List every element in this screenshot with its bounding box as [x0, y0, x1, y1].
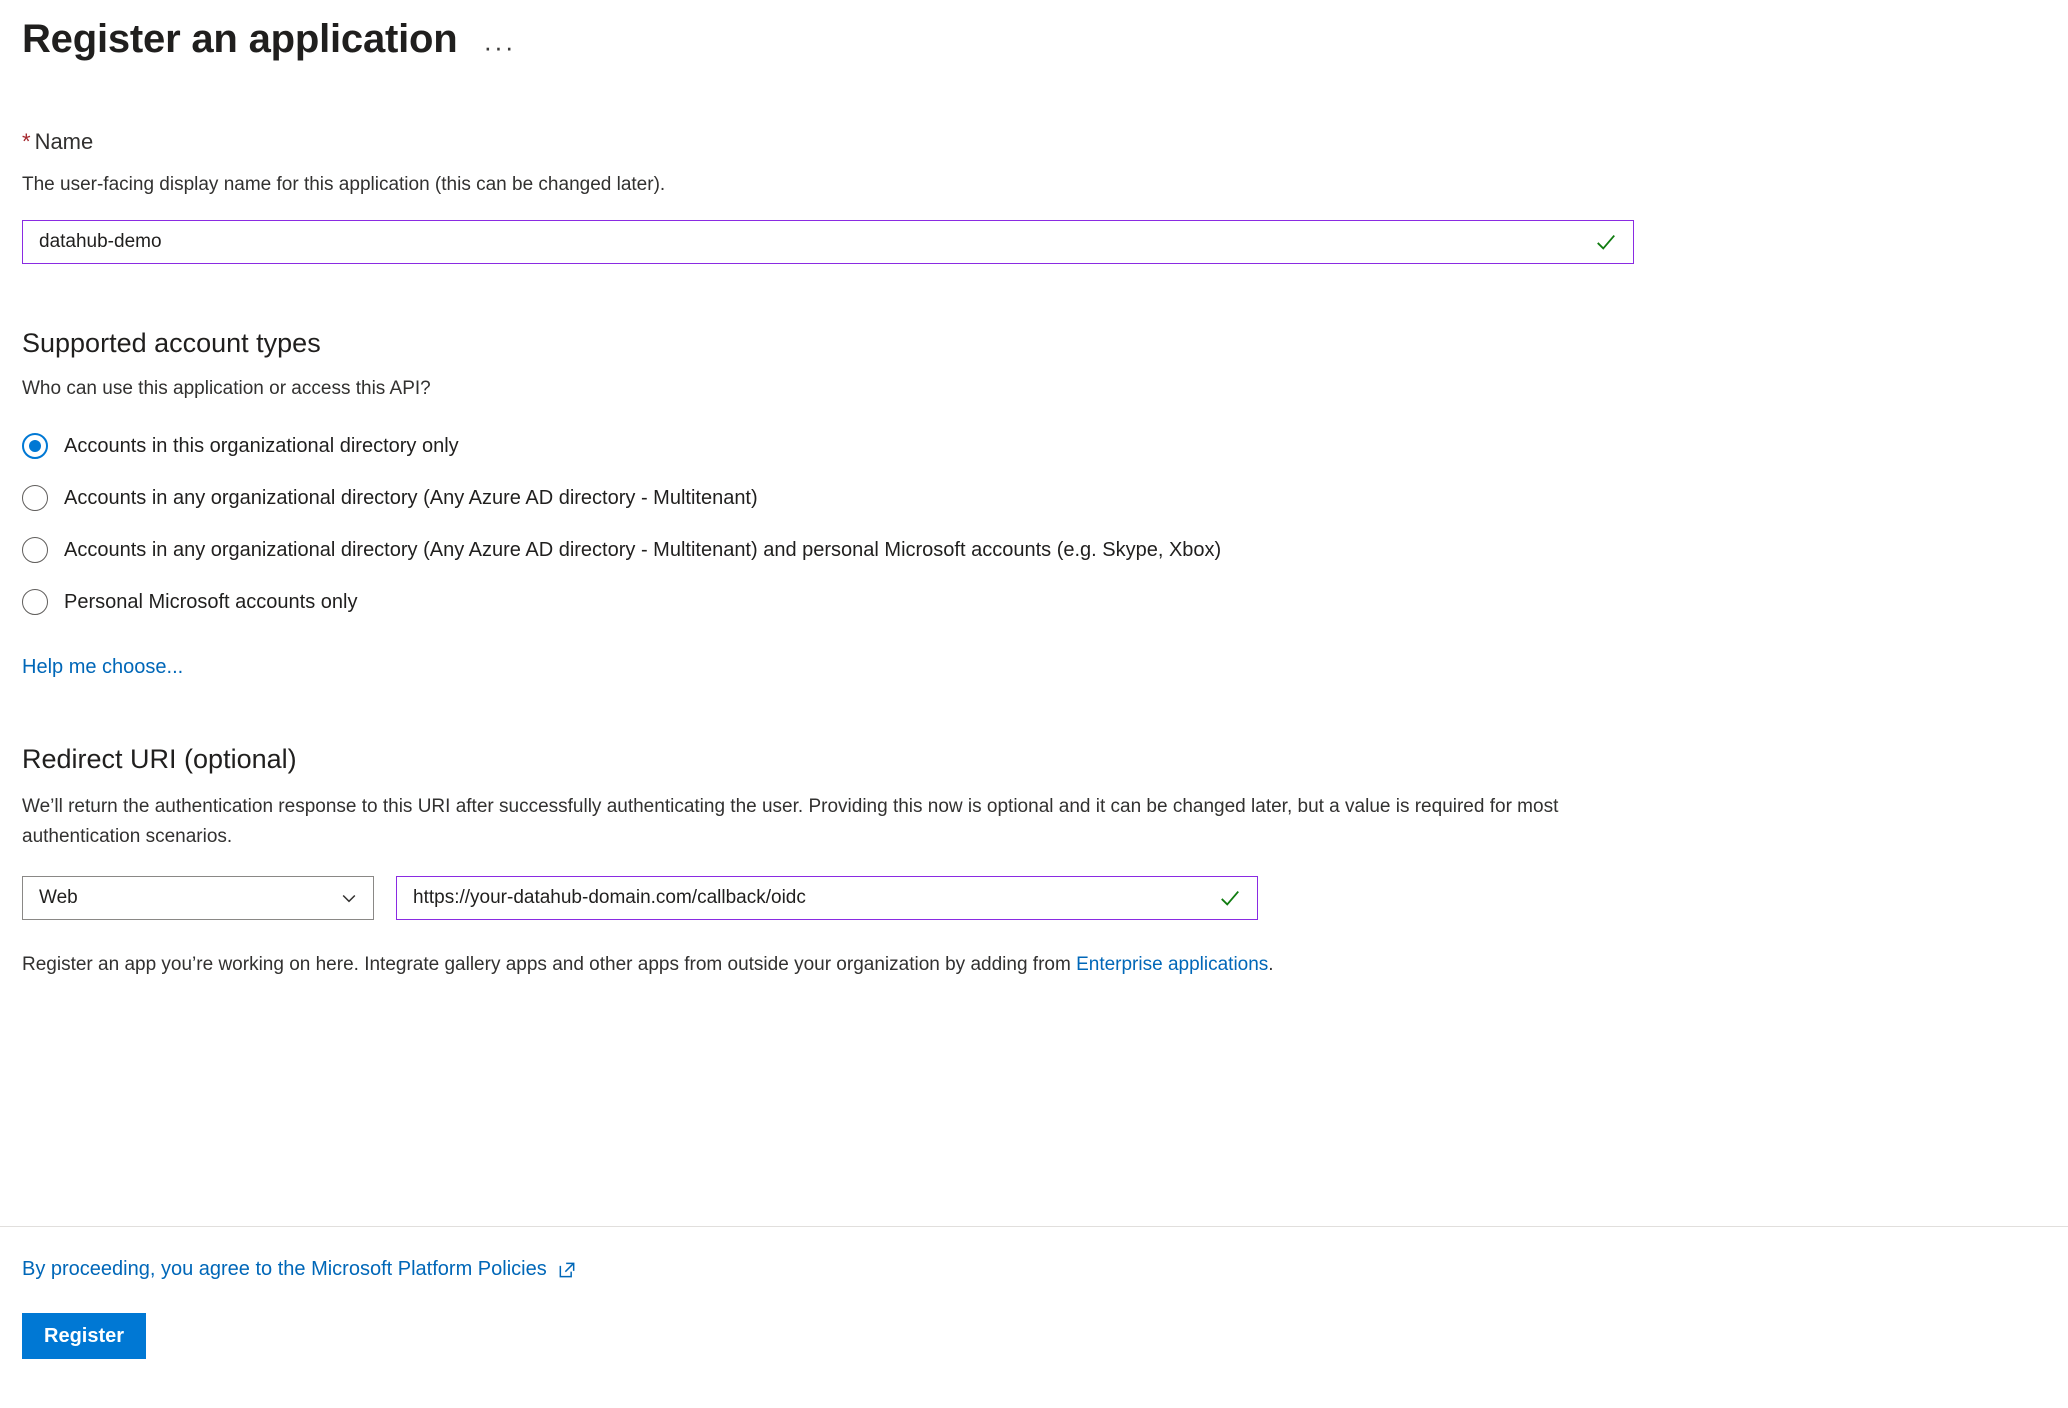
supported-account-types-question: Who can use this application or access this API?: [22, 378, 431, 399]
radio-option-any-org-and-personal[interactable]: [22, 524, 2046, 576]
redirect-uri-input-wrapper[interactable]: [396, 876, 1258, 920]
radio-option-any-org-directory[interactable]: [22, 472, 2046, 524]
help-me-choose-wrapper: [22, 654, 2046, 680]
registration-footnote: [22, 952, 2046, 978]
radio-option-personal-only[interactable]: [22, 576, 2046, 628]
name-input[interactable]: [23, 221, 1633, 263]
help-me-choose-link[interactable]: Help me choose...: [22, 656, 184, 678]
platform-policies-link[interactable]: By proceeding, you agree to the Microsoft Platform Policies: [22, 1258, 547, 1280]
supported-account-types-heading: Supported account types: [22, 328, 321, 358]
radio-label: Accounts in any organizational directory (Any Azure AD directory - Multitenant) and personal Microsoft accounts (e.g. Skype, Xbox): [64, 539, 1222, 561]
platform-select[interactable]: [22, 876, 374, 920]
page-header: [22, 0, 2046, 66]
redirect-uri-heading: Redirect URI (optional): [22, 744, 297, 774]
required-asterisk: *: [22, 129, 31, 154]
redirect-uri-input[interactable]: [397, 877, 1257, 919]
enterprise-applications-link[interactable]: Enterprise applications: [1076, 954, 1269, 975]
name-label: [22, 128, 2046, 156]
redirect-uri-description: We’ll return the authentication response to this URI after successfully authenticating the user. Providing this now is optional and it can be changed later, but a value is required for most authentication scenarios.: [22, 796, 1559, 847]
policy-row: [22, 1258, 577, 1281]
more-options-icon[interactable]: ···: [483, 32, 516, 62]
footer-actions: [22, 1258, 577, 1359]
radio-icon: [22, 433, 48, 459]
footnote-text-after: .: [1268, 954, 1274, 975]
name-label-text: Name: [34, 129, 94, 154]
name-description: The user-facing display name for this application (this can be changed later).: [22, 174, 666, 195]
name-input-wrapper[interactable]: [22, 220, 1634, 264]
register-button[interactable]: Register: [22, 1313, 146, 1359]
redirect-uri-row: [22, 876, 2046, 920]
account-types-radio-group: [22, 420, 2046, 628]
radio-label: Accounts in this organizational directory only: [64, 435, 459, 457]
radio-icon: [22, 537, 48, 563]
chevron-down-icon: [339, 888, 359, 908]
radio-icon: [22, 589, 48, 615]
footnote-text-before: Register an app you’re working on here. Integrate gallery apps and other apps from outside your organization by adding from: [22, 954, 1077, 975]
external-link-icon[interactable]: [557, 1260, 577, 1280]
radio-label: Accounts in any organizational directory (Any Azure AD directory - Multitenant): [64, 487, 758, 509]
footer-divider: [0, 1226, 2068, 1227]
page-title: Register an application: [22, 17, 458, 61]
radio-option-org-directory-only[interactable]: [22, 420, 2046, 472]
platform-select-value: Web: [39, 887, 78, 908]
radio-icon: [22, 485, 48, 511]
radio-label: Personal Microsoft accounts only: [64, 591, 358, 613]
